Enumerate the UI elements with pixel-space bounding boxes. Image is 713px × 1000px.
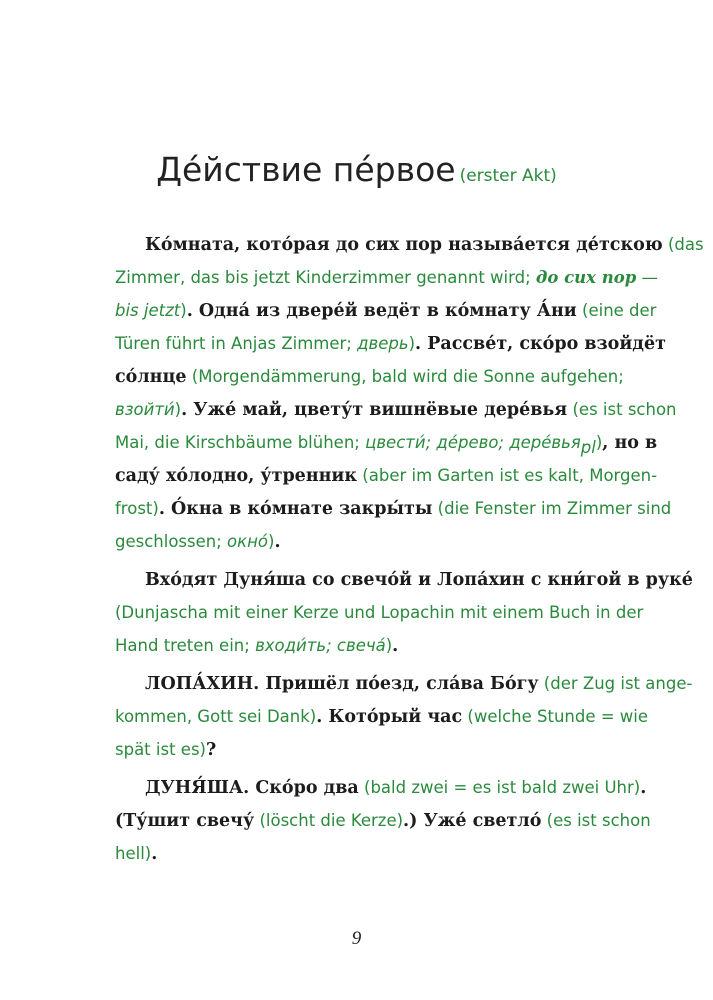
russian-vocab-note: цвести́; де́рево; дере́вья — [365, 433, 581, 452]
russian-vocab-note: входи́ть; свеча́ — [255, 636, 386, 655]
text-line — [145, 563, 693, 597]
russian-vocab-note: окно́ — [227, 532, 268, 551]
russian-text: . О́кна в ко́мнате закры́ты — [158, 499, 433, 519]
german-gloss: ) — [268, 532, 275, 551]
german-gloss: (Dunjascha mit einer Kerze und Lopachin mit einem Buch in der — [115, 603, 644, 622]
german-gloss: (das — [662, 235, 704, 254]
russian-vocab-note: дверь — [357, 334, 409, 353]
text-line — [115, 804, 651, 838]
german-gloss: Mai, die Kirschbäume blühen; — [115, 433, 366, 452]
german-gloss: frost) — [115, 499, 159, 518]
german-gloss: hell) — [115, 844, 152, 863]
russian-text: . Кото́рый час — [316, 707, 463, 727]
text-line — [115, 360, 623, 394]
german-gloss: ) — [408, 334, 416, 353]
german-gloss: (die Fenster im Zimmer sind — [432, 499, 672, 518]
russian-text: ЛОПА́ХИН. Пришёл по́езд, сла́ва Бо́гу — [145, 674, 539, 694]
russian-text: . — [151, 844, 158, 864]
russian-text: Ко́мната, кото́рая до сих пор называ́ется де́тскою — [145, 235, 663, 255]
text-line — [115, 596, 644, 629]
text-line — [145, 228, 704, 262]
german-gloss: (aber im Garten ist es kalt, Morgen- — [357, 466, 658, 485]
german-gloss: (es ist schon — [541, 811, 651, 830]
russian-vocab-note: взойти́ — [115, 400, 175, 419]
german-gloss: spät ist es) — [115, 740, 206, 759]
text-line — [115, 459, 658, 493]
german-gloss: geschlossen; — [115, 532, 228, 551]
russian-text: ? — [205, 740, 217, 760]
russian-text: ДУНЯ́ША. Ско́ро два — [145, 778, 359, 798]
german-gloss: (löscht die Kerze) — [254, 811, 404, 830]
german-gloss: — — [636, 268, 659, 287]
text-line — [115, 393, 677, 427]
german-gloss: ) — [385, 636, 393, 655]
russian-text: . Рассве́т, ско́ро взойдёт — [415, 334, 666, 354]
page-number: 9 — [351, 928, 362, 949]
german-gloss: ) — [174, 400, 182, 419]
german-gloss: (der Zug ist ange- — [538, 674, 693, 693]
german-gloss: Hand treten ein; — [115, 636, 256, 655]
german-gloss: (es ist schon — [567, 400, 677, 419]
page-title — [0, 150, 713, 189]
text-line — [115, 294, 657, 328]
russian-vocab-note: bis jetzt — [115, 301, 181, 320]
german-gloss: kommen, Gott sei Dank) — [115, 707, 317, 726]
russian-text: . — [392, 636, 399, 656]
text-line — [145, 667, 693, 701]
russian-text: саду́ хо́лодно, у́тренник — [115, 466, 358, 486]
text-line — [115, 261, 659, 294]
text-line — [115, 525, 623, 559]
german-gloss: ) — [595, 433, 603, 452]
russian-vocab-note: до сих пор — [535, 268, 637, 287]
text-line — [115, 733, 623, 767]
text-line — [115, 700, 649, 734]
russian-text: . — [274, 532, 281, 552]
russian-text: со́лнце — [115, 367, 187, 387]
plural-marker: pl — [580, 437, 596, 457]
russian-text: . — [640, 778, 647, 798]
german-gloss: Türen führt in Anjas Zimmer; — [115, 334, 358, 353]
russian-text: . Уже́ май, цвету́т вишнёвые дере́вья — [181, 400, 568, 420]
german-gloss: (Morgendämmerung, bald wird die Sonne aufgehen; — [186, 367, 624, 386]
text-line — [115, 629, 623, 663]
title-german-gloss: (erster Akt) — [459, 166, 557, 186]
russian-text: . Одна́ из двере́й ведёт в ко́мнату А́ни — [186, 301, 577, 321]
german-gloss: ) — [180, 301, 187, 320]
russian-text: Вхо́дят Дуня́ша со свечо́й и Лопа́хин с кни́гой в руке́ — [145, 570, 693, 590]
german-gloss: (eine der — [576, 301, 657, 320]
text-line — [115, 327, 666, 361]
text-line — [145, 771, 647, 805]
text-line — [115, 492, 672, 526]
text-line — [115, 837, 623, 871]
german-gloss: Zimmer, das bis jetzt Kinderzimmer genannt wird; — [115, 268, 536, 287]
russian-text: (Ту́шит свечу́ — [115, 811, 255, 831]
german-gloss: (bald zwei = es ist bald zwei Uhr) — [358, 778, 641, 797]
german-gloss: (welche Stunde = wie — [462, 707, 649, 726]
title-russian: Де́йствие пе́рвое — [156, 150, 456, 189]
russian-text: , но в — [602, 433, 658, 453]
russian-text: .) Уже́ светло́ — [403, 811, 542, 831]
